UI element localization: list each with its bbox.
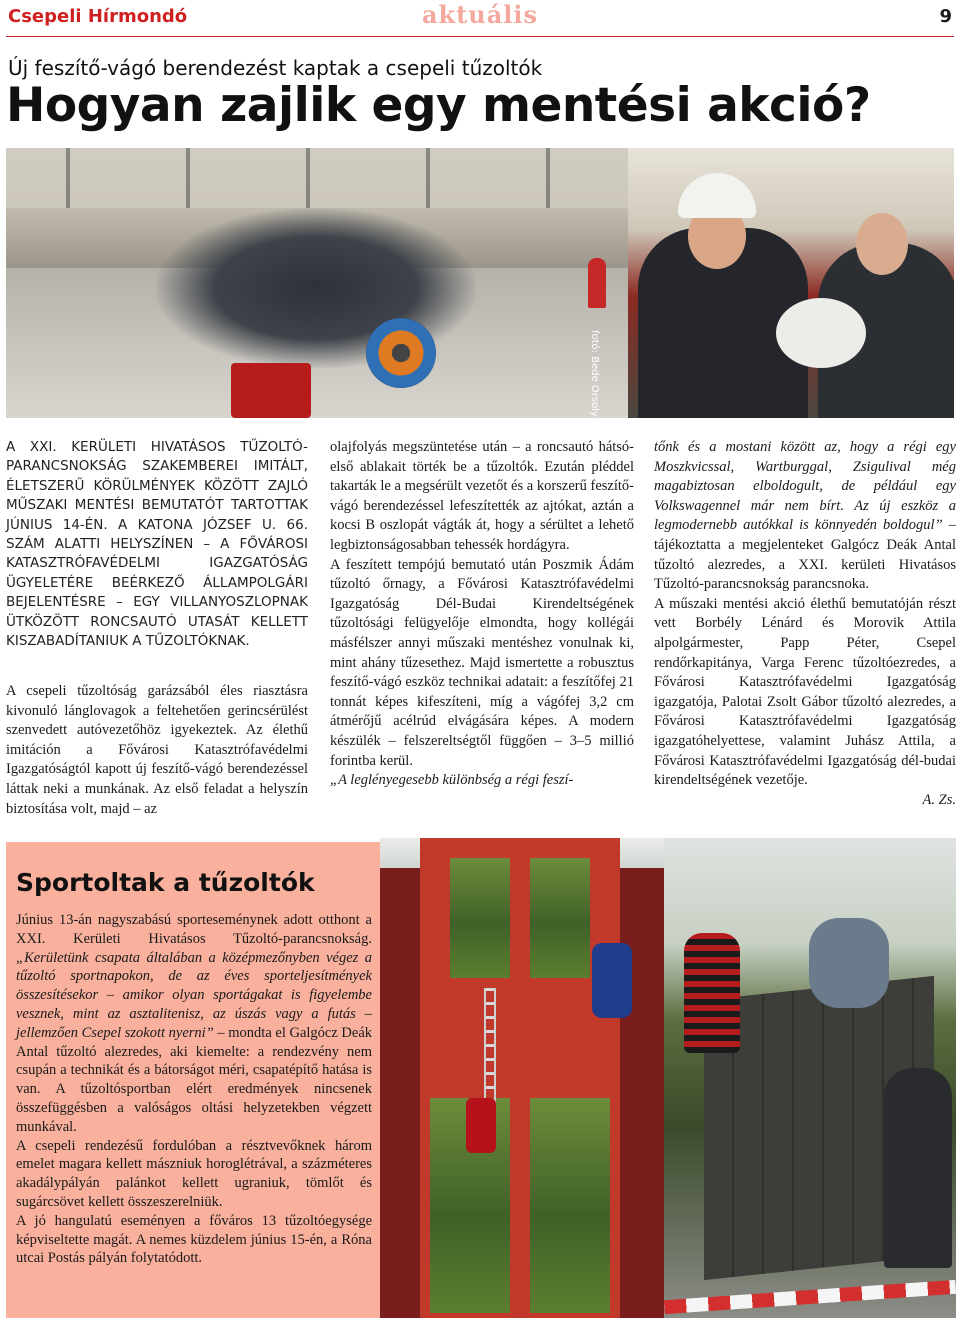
section-label: aktuális — [421, 0, 538, 29]
rescue-demo-photo — [6, 148, 628, 418]
paragraph: olajfolyás megszüntetése után – a roncsautó hátsó-első ablakait törték be a tűzoltók. Ezután pléddel takarták le a megsérült vezetőt és a korszerű feszítő-vágó berendezéssel lefeszítették az ajtókat, aztán a kocsi B oszlopát vágták át, hogy a sérültet a lehető legbiztonságosabban tehessék hordágyra. — [330, 439, 634, 553]
paragraph: A csepeli tűzoltóság garázsából éles riasztásra kivonuló lánglovagok a feltehetően gerincsérülést szenvedett autóvezetőhöz igyekeztek. Az élethű imitáción a Fővárosi Katasztrófavédelmi Igazgatóságtól kapott új feszítő-vágó berendezéssel láttak neki a munkának. Az első feladat a helyszín biztosítása volt, majd – az — [6, 683, 308, 817]
quote-continued: tőnk és a mostani között az, hogy a régi egy Moszkvicssal, Wartburggal, Zsigulival még magabiztosan elboldogult, de például egy Volkswagennel már nem bírt. Az új eszköz a legmodernebb autókkal is könnyedén boldogul” — [654, 439, 956, 534]
paragraph — [16, 911, 372, 1137]
fire-extinguisher — [588, 258, 606, 308]
fire-station-garage — [6, 148, 628, 208]
spectator — [684, 933, 740, 1053]
paragraph: A műszaki mentési akció élethű bemutatóján részt vett Borbély Lénárd és Morovik Attila alpolgármester, Papp Péter, Csepel rendőrkapitánya, Varga Ferenc tűzoltóezredes, a Fővárosi Katasztrófavédelmi Igazgatóság igazgatója, Palotai Zsolt Gábor tűzoltó alezredes, a Fővárosi Katasztrófavédelmi Igazgatóság igazgatóhelyettese, valamint Juhász Attila, a Fővárosi Katasztrófavédelmi Igazgatóság dél-budai kirendeltségének vezetője. — [654, 595, 956, 789]
article-column-2 — [330, 438, 634, 791]
author-signature: A. Zs. — [922, 791, 956, 808]
quote-start: „A leglényegesebb különbség a régi feszí- — [330, 772, 574, 789]
officer-face — [856, 213, 908, 275]
article-lead: A XXI. KERÜLETI HIVATÁSOS TŰZOLTÓ-PARANCSNOKSÁG SZAKEMBEREI IMITÁLT, ÉLETSZERŰ KÖRÜLMÉNYEK KÖZÖTT ZAJLÓ MŰSZAKI MENTÉSI BEMUTATÓT TARTOTTAK JÚNIUS 14-ÉN. A KATONA JÓZSEF U. 66. SZÁM ALATTI HELYSZÍNEN – A FŐVÁROSI KATASZTRÓFAVÉDELMI IGAZGATÓSÁG ÜGYELETÉRE BEÉRKEZŐ ÁLLAMPOLGÁRI BEJELENTÉSRE – EGY VILLANYOSZLOPNAK ÜTKÖZÖTT RONCSAUTÓ UTASÁT KELLETT KISZABADÍTANIUK A TŰZOLTÓKNAK. — [6, 439, 308, 650]
article-column-3 — [654, 438, 956, 810]
page-header — [0, 0, 960, 38]
newspaper-name: Csepeli Hírmondó — [8, 6, 188, 27]
firefighters-portrait-photo — [628, 148, 954, 418]
window-opening — [530, 858, 590, 978]
article-subhead: Új feszítő-vágó berendezést kaptak a csepeli tűzoltók — [8, 56, 543, 80]
article-headline: Hogyan zajlik egy mentési akció? — [6, 78, 871, 133]
header-divider — [6, 36, 954, 37]
jumping-firefighter — [809, 918, 889, 1008]
paragraph: A csepeli rendezésű fordulóban a résztvevőknek három emelet magara kellett mászniuk horoglétrával, a százméteres akadálypályán palánkot kellett ugraniuk, tömlőt és sugárcsövet kellett összeszerelniük. — [16, 1137, 372, 1210]
quote-attribution: – tájékoztatta a megjelenteket Galgócz Deák Antal tűzoltó alezredes, a XXI. kerületi Hivatásos Tűzoltó-parancsnokság parancsnoka. — [654, 517, 957, 593]
sidebar-box — [6, 842, 380, 1318]
sidebar-text — [16, 911, 372, 1268]
sidebar-title: Sportoltak a tűzoltók — [16, 868, 315, 897]
quote: „Kerületünk csapata általában a középmezőnyben végez a tűzoltó sportnapokon, de az éves sporteljesítmények összesítésekor – amikor olyan sportágakat is figyelembe vesznek, mint az asztalitenisz, az úszás vagy a futás – jellemzően Csepel szokott nyerni” — [16, 949, 372, 1041]
barrier-tape — [664, 1280, 956, 1314]
hose-reel — [366, 318, 436, 388]
photo-credit: fotó: Bede Orsolya — [589, 330, 600, 424]
paragraph: A jó hangulatú eseményen a főváros 13 tűzoltóegysége képviseltette magát. A nemes küzdelem június 15-én, a Róna utcai Postás pályán folytatódott. — [16, 1212, 372, 1267]
window-opening — [450, 858, 510, 978]
helmet-worn — [678, 173, 756, 218]
helmet-held — [776, 298, 866, 368]
hydraulic-pump — [231, 363, 311, 418]
text: – mondta el Galgócz Deák Antal tűzoltó alezredes, aki kiemelte: a rendezvény nem csupán a technikát és a bátorságot méri, csapatépítő hatása is van. A tűzoltósportban elért eredmények nincsenek összefüggésben a valóságos oltási helyzetekben végzett munkával. — [16, 1024, 373, 1135]
text: Június 13-án nagyszabású sporteseménynek adott otthont a XXI. Kerületi Hivatásos Tűzoltó-parancsnokság. — [16, 912, 372, 947]
climbing-firefighter — [466, 1098, 496, 1153]
window-opening — [530, 1098, 610, 1313]
climbing-firefighter — [592, 943, 632, 1018]
article-column-1 — [6, 682, 308, 819]
obstacle-wall-photo — [664, 838, 956, 1318]
tower-climb-photo — [380, 838, 664, 1318]
paragraph: A feszített tempójú bemutató után Poszmik Ádám tűzoltó őrnagy, a Fővárosi Katasztrófavédelmi Igazgatóság Dél-Budai Kirendeltségének tűzoltósági felügyelője elmondta, hogy kollégái másfélszer annyi műszaki mentéshez vonulnak ki, mint ahány tűzesethez. Majd ismertette a robusztus feszítő-vágó eszköz technikai adatait: a feszítőfej 21 tonnát képes kifeszíteni, míg a vágófej 3,2 cm átmérőjű acélrúd elvágására képes. A modern készülék – felszereltségtől függően – 3–5 millió forintba kerül. — [330, 556, 634, 769]
paragraph — [654, 438, 956, 595]
page-number: 9 — [939, 6, 952, 27]
referee — [884, 1068, 952, 1268]
